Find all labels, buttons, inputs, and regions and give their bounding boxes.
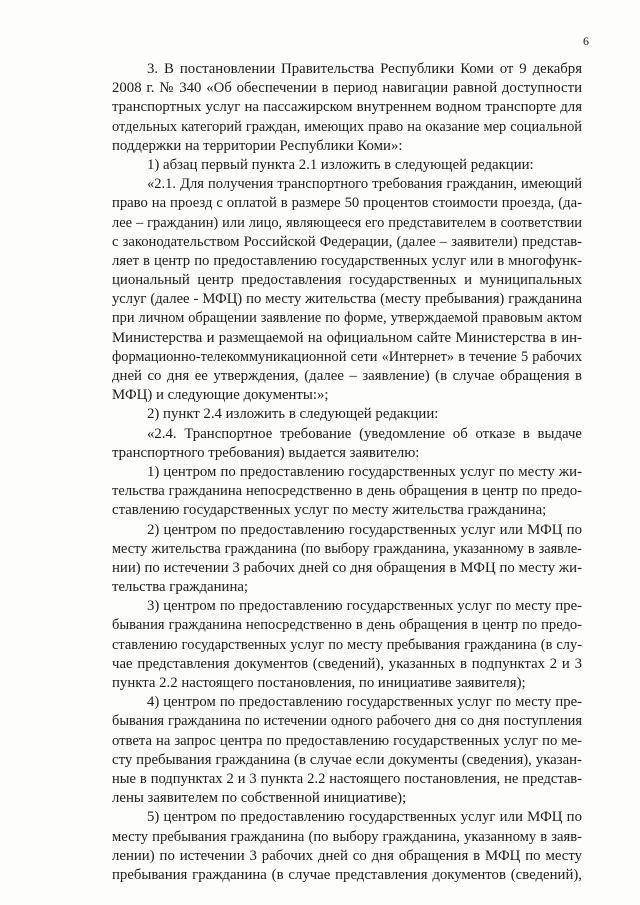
text-line: «2.1. Для получения транспортного требования гражданин, имеющий xyxy=(147,176,582,193)
text-line: дней со дня ее утверждения, (далее – заявление) (в случае обращения в xyxy=(112,368,582,384)
text-line: транспортного требования) выдается заявителю: xyxy=(112,444,420,461)
text-line: услуг (далее - МФЦ) по месту жительства (месту пребывания) гражданина xyxy=(112,291,582,308)
text-line: тельства гражданина; xyxy=(112,579,249,596)
text-line: МФЦ) и следующие документы:»; xyxy=(112,387,329,404)
text-line: 5) центром по предоставлению государственных услуг или МФЦ по xyxy=(147,809,582,826)
page-number: 6 xyxy=(583,34,589,48)
text-line: при личном обращении заявление по форме, утверждаемой правовым актом xyxy=(112,310,582,327)
text-line: пребывания гражданина (в случае представления документов (сведений), xyxy=(112,866,582,883)
text-line: ляет в центр по предоставлению государственных услуг или в многофунк- xyxy=(112,252,582,269)
text-line: Министерства и размещаемой на официальном сайте Министерства в ин- xyxy=(112,329,582,346)
text-line: 4) центром по предоставлению государственных услуг по месту пре- xyxy=(147,694,582,711)
text-line: с законодательством Российской Федерации, (далее – заявители) представ- xyxy=(112,233,582,250)
text-line: поддержки на территории Республики Коми»: xyxy=(112,137,403,154)
text-line: пункта 2.2 настоящего постановления, по инициативе заявителя); xyxy=(112,675,526,691)
text-line: месту жительства гражданина (по выбору гражданина, указанному в заявле- xyxy=(112,540,582,557)
text-line: 2) пункт 2.4 изложить в следующей редакции: xyxy=(147,406,439,423)
document-body xyxy=(112,60,582,885)
text-line: лении) по истечении 3 рабочих дней со дня обращения в МФЦ по месту xyxy=(112,847,582,864)
text-line: лены заявителем по собственной инициативе); xyxy=(112,790,407,807)
text-line: 1) центром по предоставлению государственных услуг по месту жи- xyxy=(147,463,582,480)
text-line: ные в подпунктах 2 и 3 пункта 2.2 настоящего постановления, не представ- xyxy=(112,770,582,787)
text-line: сту пребывания гражданина (в случае если документы (сведения), указан- xyxy=(112,751,582,768)
text-line: ставлению государственных услуг по месту жительства гражданина; xyxy=(112,502,547,519)
text-line: бывания гражданина непосредственно в день обращения в центр по предо- xyxy=(112,617,582,634)
text-line: месту пребывания гражданина (по выбору гражданина, указанному в заяв- xyxy=(112,828,582,845)
text-line: 2008 г. № 340 «Об обеспечении в период навигации равной доступности xyxy=(112,80,582,97)
text-line: ставлению государственных услуг по месту пребывания гражданина (в слу- xyxy=(112,636,582,653)
text-line: 3. В постановлении Правительства Республики Коми от 9 декабря xyxy=(147,61,582,77)
text-line: лее – гражданин) или лицо, являющееся его представителем в соответствии xyxy=(112,214,582,231)
text-line: 2) центром по предоставлению государственных услуг или МФЦ по xyxy=(147,521,582,538)
text-line: 3) центром по предоставлению государственных услуг по месту пре- xyxy=(147,598,582,615)
text-line: бывания гражданина по истечении одного рабочего дня со дня поступления xyxy=(112,713,582,730)
text-line: «2.4. Транспортное требование (уведомление об отказе в выдаче xyxy=(147,425,582,442)
text-line: формационно-телекоммуникационной сети «Интернет» в течение 5 рабочих xyxy=(112,348,582,365)
text-line: отдельных категорий граждан, имеющих право на оказание мер социальной xyxy=(112,118,582,135)
text-line: тельства гражданина непосредственно в день обращения в центр по предо- xyxy=(112,483,582,500)
text-line: циональный центр предоставления государственных и муниципальных xyxy=(112,272,582,289)
text-line: транспортных услуг на пассажирском внутреннем водном транспорте для xyxy=(112,99,582,116)
text-line: нии) по истечении 3 рабочих дней со дня обращения в МФЦ по месту жи- xyxy=(112,559,582,576)
text-line: 1) абзац первый пункта 2.1 изложить в следующей редакции: xyxy=(147,156,534,173)
text-line: чае представления документов (сведений), указанных в подпунктах 2 и 3 xyxy=(112,655,582,672)
text-line: ответа на запрос центра по предоставлению государственных услуг по ме- xyxy=(112,732,582,749)
text-line: право на проезд с оплатой в размере 50 процентов стоимости проезда, (да- xyxy=(112,195,582,212)
